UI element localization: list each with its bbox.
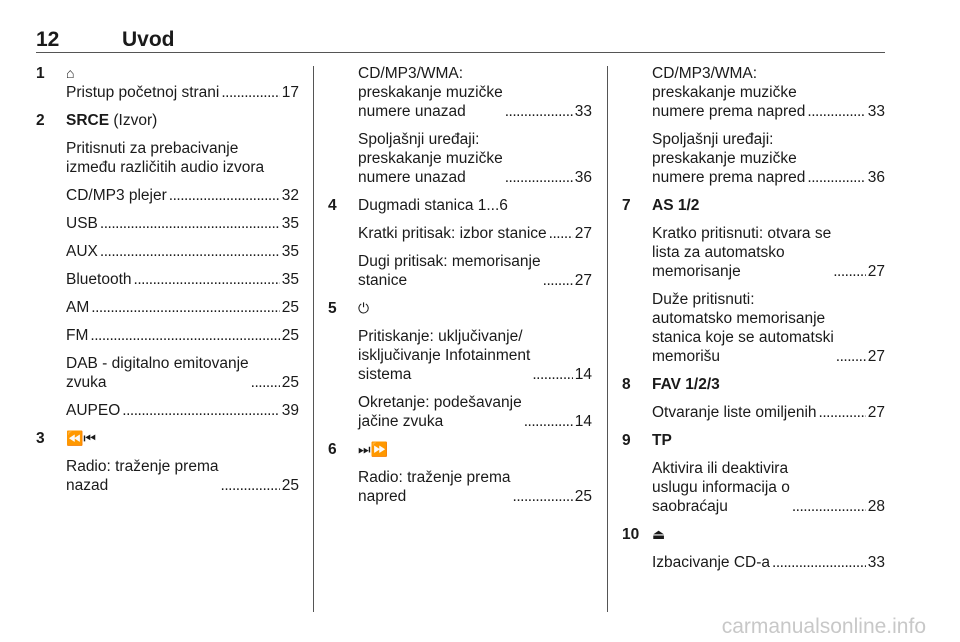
column-1	[36, 64, 299, 504]
toc-entry-text: CD/MP3/WMA: preskakanje muzičke numere prema napred	[652, 65, 806, 120]
page-reference: 28	[867, 498, 885, 515]
list-item	[328, 252, 592, 290]
item-body	[622, 290, 885, 366]
item-body	[622, 64, 885, 121]
page-reference: 35	[281, 271, 299, 288]
dot-leader	[122, 401, 279, 420]
toc-entry[interactable]	[358, 327, 592, 384]
toc-entry[interactable]	[66, 214, 299, 233]
item-body	[622, 130, 885, 187]
item-body	[36, 111, 299, 130]
item-number: 5	[328, 300, 337, 317]
toc-entry-text: AUPEO	[66, 402, 121, 419]
list-item	[328, 64, 592, 121]
item-body	[36, 186, 299, 205]
item-suffix: (Izvor)	[109, 112, 158, 129]
toc-entry[interactable]	[652, 403, 885, 422]
item-body	[328, 299, 592, 318]
page-reference: 27	[867, 348, 885, 365]
item-body	[36, 214, 299, 233]
toc-entry-text: Izbacivanje CD-a	[652, 554, 771, 571]
dot-leader	[833, 262, 866, 281]
item-body	[328, 393, 592, 431]
list-item	[622, 553, 885, 572]
toc-entry-text: Kratko pritisnuti: otvara se lista za automatsko memorisanje	[652, 225, 832, 280]
toc-entry-text: Dugi pritisak: memorisanje stanice	[358, 253, 541, 289]
list-item	[36, 139, 299, 177]
watermark	[576, 614, 926, 638]
column-3	[622, 64, 885, 581]
item-body	[622, 224, 885, 281]
toc-entry-text: Pritiskanje: uključivanje/ isključivanje Infotainment sistema	[358, 328, 531, 383]
toc-entry[interactable]	[652, 290, 885, 366]
dot-leader	[819, 403, 866, 422]
list-item	[328, 196, 592, 215]
dot-leader	[532, 365, 572, 384]
toc-entry[interactable]	[66, 270, 299, 289]
page-reference: 25	[281, 374, 299, 391]
item-body	[36, 429, 299, 448]
list-item	[36, 401, 299, 420]
toc-entry[interactable]	[358, 252, 592, 290]
toc-entry-text: Spoljašnji uređaji: preskakanje muzičke numere unazad	[358, 131, 503, 186]
list-item	[36, 111, 299, 130]
dot-leader	[90, 326, 279, 345]
power-icon: ⏻	[358, 300, 370, 316]
dot-leader	[91, 298, 280, 317]
dot-leader	[221, 476, 280, 495]
item-body	[622, 375, 885, 394]
page-reference: 27	[574, 225, 592, 242]
item-text	[652, 196, 885, 215]
dot-leader	[251, 373, 280, 392]
page-reference: 33	[574, 103, 592, 120]
dot-leader	[100, 214, 280, 233]
item-body	[622, 525, 885, 544]
eject-icon: ⏏	[652, 526, 666, 542]
toc-entry-text: Radio: traženje prema napred	[358, 469, 511, 505]
item-number: 9	[622, 432, 631, 449]
list-item	[328, 393, 592, 431]
toc-entry[interactable]	[652, 553, 885, 572]
seek-back-icon: ⏪⏮	[66, 430, 97, 446]
list-item	[622, 375, 885, 394]
page-header	[36, 28, 885, 52]
item-text	[66, 139, 299, 177]
page-reference: 17	[281, 84, 299, 101]
page-reference: 36	[867, 169, 885, 186]
page-reference: 25	[281, 477, 299, 494]
item-body	[622, 431, 885, 450]
list-item	[328, 440, 592, 459]
item-body	[328, 327, 592, 384]
page-reference: 14	[574, 413, 592, 430]
toc-entry[interactable]	[652, 224, 885, 281]
toc-entry[interactable]	[358, 468, 592, 506]
dot-leader	[772, 553, 866, 572]
toc-entry[interactable]	[358, 224, 592, 243]
page-reference: 39	[281, 402, 299, 419]
item-number: 3	[36, 430, 45, 447]
toc-entry[interactable]	[66, 401, 299, 420]
page-reference: 25	[574, 488, 592, 505]
toc-entry[interactable]	[66, 83, 299, 102]
toc-entry[interactable]	[652, 130, 885, 187]
page-reference: 32	[281, 187, 299, 204]
dot-leader	[513, 487, 573, 506]
list-item	[36, 186, 299, 205]
item-body	[36, 139, 299, 177]
toc-entry[interactable]	[358, 393, 592, 431]
toc-entry[interactable]	[66, 186, 299, 205]
toc-entry-text: CD/MP3 plejer	[66, 187, 167, 204]
page-reference: 36	[574, 169, 592, 186]
list-item	[36, 429, 299, 448]
item-heading: AS 1/2	[652, 197, 700, 214]
dot-leader	[807, 168, 865, 187]
toc-entry-text: USB	[66, 215, 98, 232]
item-body	[328, 468, 592, 506]
column-divider-2	[607, 66, 608, 612]
item-number: 4	[328, 197, 337, 214]
list-item	[36, 270, 299, 289]
dot-leader	[505, 102, 573, 121]
toc-entry-text: Aktivira ili deaktivira uslugu informacija o saobraćaju	[652, 460, 790, 515]
dot-leader	[836, 347, 866, 366]
toc-entry[interactable]	[652, 64, 885, 121]
page-number: 12	[36, 28, 60, 51]
dot-leader	[543, 271, 573, 290]
list-item	[622, 224, 885, 281]
dot-leader	[505, 168, 573, 187]
toc-entry[interactable]	[652, 459, 885, 516]
toc-entry-text: Radio: traženje prema nazad	[66, 458, 219, 494]
item-body	[36, 354, 299, 392]
list-item	[328, 327, 592, 384]
item-body	[328, 252, 592, 290]
toc-entry[interactable]	[66, 354, 299, 392]
dot-leader	[221, 83, 279, 102]
toc-entry-text: DAB - digitalno emitovanje zvuka	[66, 355, 249, 391]
page-reference: 27	[867, 404, 885, 421]
item-body	[328, 224, 592, 243]
watermark-text: carmanualsonline.info	[721, 615, 926, 638]
list-item	[622, 525, 885, 544]
page-reference: 27	[574, 272, 592, 289]
list-item	[36, 354, 299, 392]
item-number: 1	[36, 65, 45, 82]
toc-entry-text: Okretanje: podešavanje jačine zvuka	[358, 394, 522, 430]
item-number: 8	[622, 376, 631, 393]
item-number: 6	[328, 441, 337, 458]
list-item	[36, 326, 299, 345]
toc-entry-text: Kratki pritisak: izbor stanice	[358, 225, 547, 242]
item-text	[358, 196, 592, 215]
item-number: 10	[622, 526, 640, 543]
item-body	[36, 64, 299, 102]
toc-entry[interactable]	[66, 298, 299, 317]
item-body	[36, 270, 299, 289]
toc-entry-text: AUX	[66, 243, 98, 260]
toc-entry-text: FM	[66, 327, 89, 344]
list-item	[36, 242, 299, 261]
dot-leader	[134, 270, 280, 289]
dot-leader	[100, 242, 280, 261]
toc-entry[interactable]	[358, 64, 592, 121]
toc-entry[interactable]	[66, 457, 299, 495]
list-item	[622, 290, 885, 366]
item-heading: FAV 1/2/3	[652, 376, 720, 393]
toc-entry-text: CD/MP3/WMA: preskakanje muzičke numere unazad	[358, 65, 503, 120]
toc-entry[interactable]	[358, 130, 592, 187]
item-body	[36, 242, 299, 261]
list-item	[622, 431, 885, 450]
item-heading: SRCE	[66, 112, 110, 129]
toc-entry[interactable]	[66, 326, 299, 345]
header-rule	[36, 52, 885, 53]
page-reference: 35	[281, 215, 299, 232]
page-reference: 25	[281, 299, 299, 316]
item-body	[622, 553, 885, 572]
list-item	[36, 298, 299, 317]
item-text	[652, 375, 885, 394]
toc-entry-text: Bluetooth	[66, 271, 132, 288]
item-body	[36, 401, 299, 420]
list-item	[328, 299, 592, 318]
item-heading: Pritisnuti za prebacivanje između različitih audio izvora	[66, 140, 265, 176]
item-text	[66, 111, 299, 130]
seek-forward-icon: ⏭⏩	[358, 441, 389, 457]
toc-entry-text: Duže pritisnuti: automatsko memorisanje stanica koje se automatski memorišu	[652, 291, 834, 365]
list-item	[328, 468, 592, 506]
item-heading: Dugmadi stanica 1...6	[358, 197, 508, 214]
item-body	[328, 196, 592, 215]
column-2	[328, 64, 592, 515]
item-heading: TP	[652, 432, 672, 449]
toc-entry-text: Otvaranje liste omiljenih	[652, 404, 817, 421]
list-item	[36, 457, 299, 495]
page-reference: 35	[281, 243, 299, 260]
page-reference: 14	[574, 366, 592, 383]
item-body	[36, 326, 299, 345]
dot-leader	[549, 224, 573, 243]
item-body	[622, 403, 885, 422]
item-body	[328, 130, 592, 187]
page-reference: 33	[867, 103, 885, 120]
list-item	[328, 130, 592, 187]
item-body	[328, 440, 592, 459]
home-icon: ⌂	[66, 65, 75, 81]
toc-entry-text: Pristup početnoj strani	[66, 84, 220, 101]
dot-leader	[792, 497, 866, 516]
list-item	[36, 214, 299, 233]
page-reference: 27	[867, 263, 885, 280]
item-body	[622, 196, 885, 215]
list-item	[328, 224, 592, 243]
item-text	[652, 431, 885, 450]
list-item	[36, 64, 299, 102]
item-number: 7	[622, 197, 631, 214]
page-reference: 33	[867, 554, 885, 571]
list-item	[622, 64, 885, 121]
toc-entry-text: AM	[66, 299, 90, 316]
toc-entry-text: Spoljašnji uređaji: preskakanje muzičke numere prema napred	[652, 131, 806, 186]
dot-leader	[807, 102, 865, 121]
dot-leader	[169, 186, 280, 205]
toc-entry[interactable]	[66, 242, 299, 261]
item-number: 2	[36, 112, 45, 129]
item-body	[36, 298, 299, 317]
list-item	[622, 403, 885, 422]
page-title: Uvod	[122, 28, 175, 51]
item-body	[328, 64, 592, 121]
dot-leader	[524, 412, 573, 431]
column-divider-1	[313, 66, 314, 612]
list-item	[622, 459, 885, 516]
page-reference: 25	[281, 327, 299, 344]
list-item	[622, 130, 885, 187]
item-body	[36, 457, 299, 495]
item-body	[622, 459, 885, 516]
list-item	[622, 196, 885, 215]
